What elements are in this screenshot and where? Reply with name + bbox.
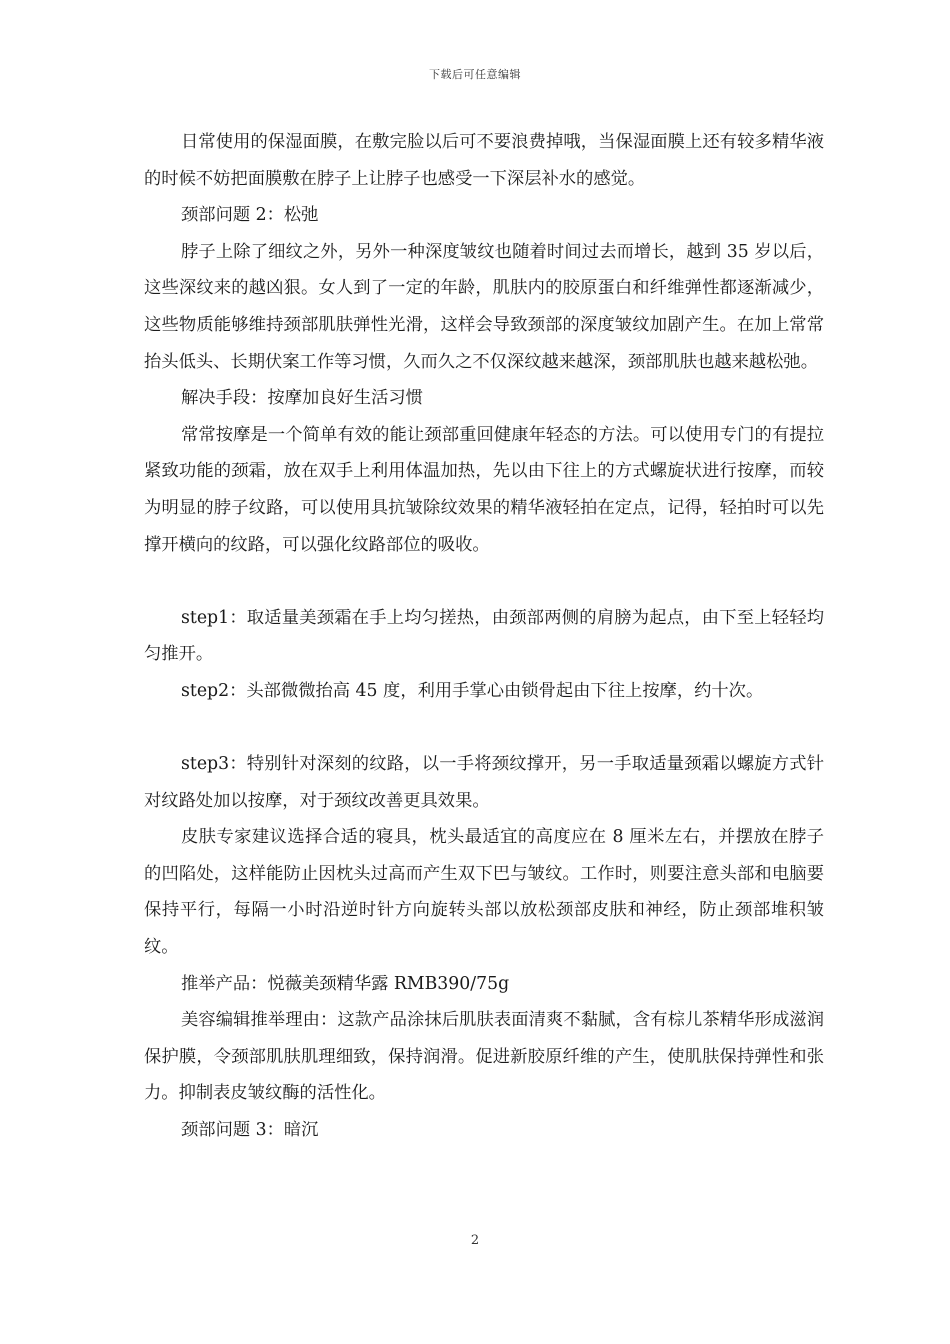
heading-solution: 解决手段：按摩加良好生活习惯 bbox=[181, 388, 423, 409]
paragraph-sagging: 脖子上除了细纹之外，另外一种深度皱纹也随着时间过去而增长，越到 35 岁以后，这些深纹来的越凶狠。女人到了一定的年龄，肌肤内的胶原蛋白和纤维弹性都逐渐减少，这些物质能够维持颈部肌肤弹性光滑，这样会导致颈部的深度皱纹加剧产生。在加上常常抬头低头、长期伏案工作等习惯，久而久之不仅深纹越来越深，颈部肌肤也越来越松弛。 bbox=[144, 241, 824, 372]
heading-neck-problem-2: 颈部问题 2：松弛 bbox=[181, 205, 319, 226]
paragraph-step1: step1：取适量美颈霜在手上均匀搓热，由颈部两侧的肩膀为起点，由下至上轻轻均匀推开。 bbox=[144, 607, 824, 665]
paragraph-step2: step2：头部微微抬高 45 度，利用手掌心由锁骨起由下往上按摩，约十次。 bbox=[181, 680, 764, 701]
paragraph-editor-reason: 美容编辑推举理由：这款产品涂抹后肌肤表面清爽不黏腻，含有棕儿茶精华形成滋润保护膜，令颈部肌肤肌理细致，保持润滑。促进新胶原纤维的产生，使肌肤保持弹性和张力。抑制表皮皱纹酶的活性化。 bbox=[144, 1010, 824, 1104]
page-number: 2 bbox=[470, 1233, 480, 1248]
heading-neck-problem-3: 颈部问题 3：暗沉 bbox=[181, 1120, 319, 1141]
paragraph-massage: 常常按摩是一个简单有效的能让颈部重回健康年轻态的方法。可以使用专门的有提拉紧致功能的颈霜，放在双手上利用体温加热，先以由下往上的方式螺旋状进行按摩，而较为明显的脖子纹路，可以使用具抗皱除纹效果的精华液轻拍在定点，记得，轻拍时可以先撑开横向的纹路，可以强化纹路部位的吸收。 bbox=[144, 424, 824, 555]
document-body bbox=[144, 124, 824, 1149]
blank-line bbox=[144, 563, 824, 600]
paragraph-step3: step3：特别针对深刻的纹路，以一手将颈纹撑开，另一手取适量颈霜以螺旋方式针对纹路处加以按摩，对于颈纹改善更具效果。 bbox=[144, 754, 824, 811]
blank-line bbox=[144, 710, 824, 747]
paragraph-expert-advice: 皮肤专家建议选择合适的寝具，枕头最适宜的高度应在 8 厘米左右，并摆放在脖子的凹陷处，这样能防止因枕头过高而产生双下巴与皱纹。工作时，则要注意头部和电脑要保持平行，每隔一小时沿逆时针方向旋转头部以放松颈部皮肤和神经，防止颈部堆积皱纹。 bbox=[144, 827, 824, 958]
paragraph-recommended-product: 推举产品：悦薇美颈精华露 RMB390/75g bbox=[181, 973, 510, 994]
paragraph-moisturizing-mask: 日常使用的保湿面膜，在敷完脸以后可不要浪费掉哦，当保湿面膜上还有较多精华液的时候不妨把面膜敷在脖子上让脖子也感受一下深层补水的感觉。 bbox=[144, 132, 824, 189]
page-header: 下载后可任意编辑 bbox=[429, 68, 521, 81]
